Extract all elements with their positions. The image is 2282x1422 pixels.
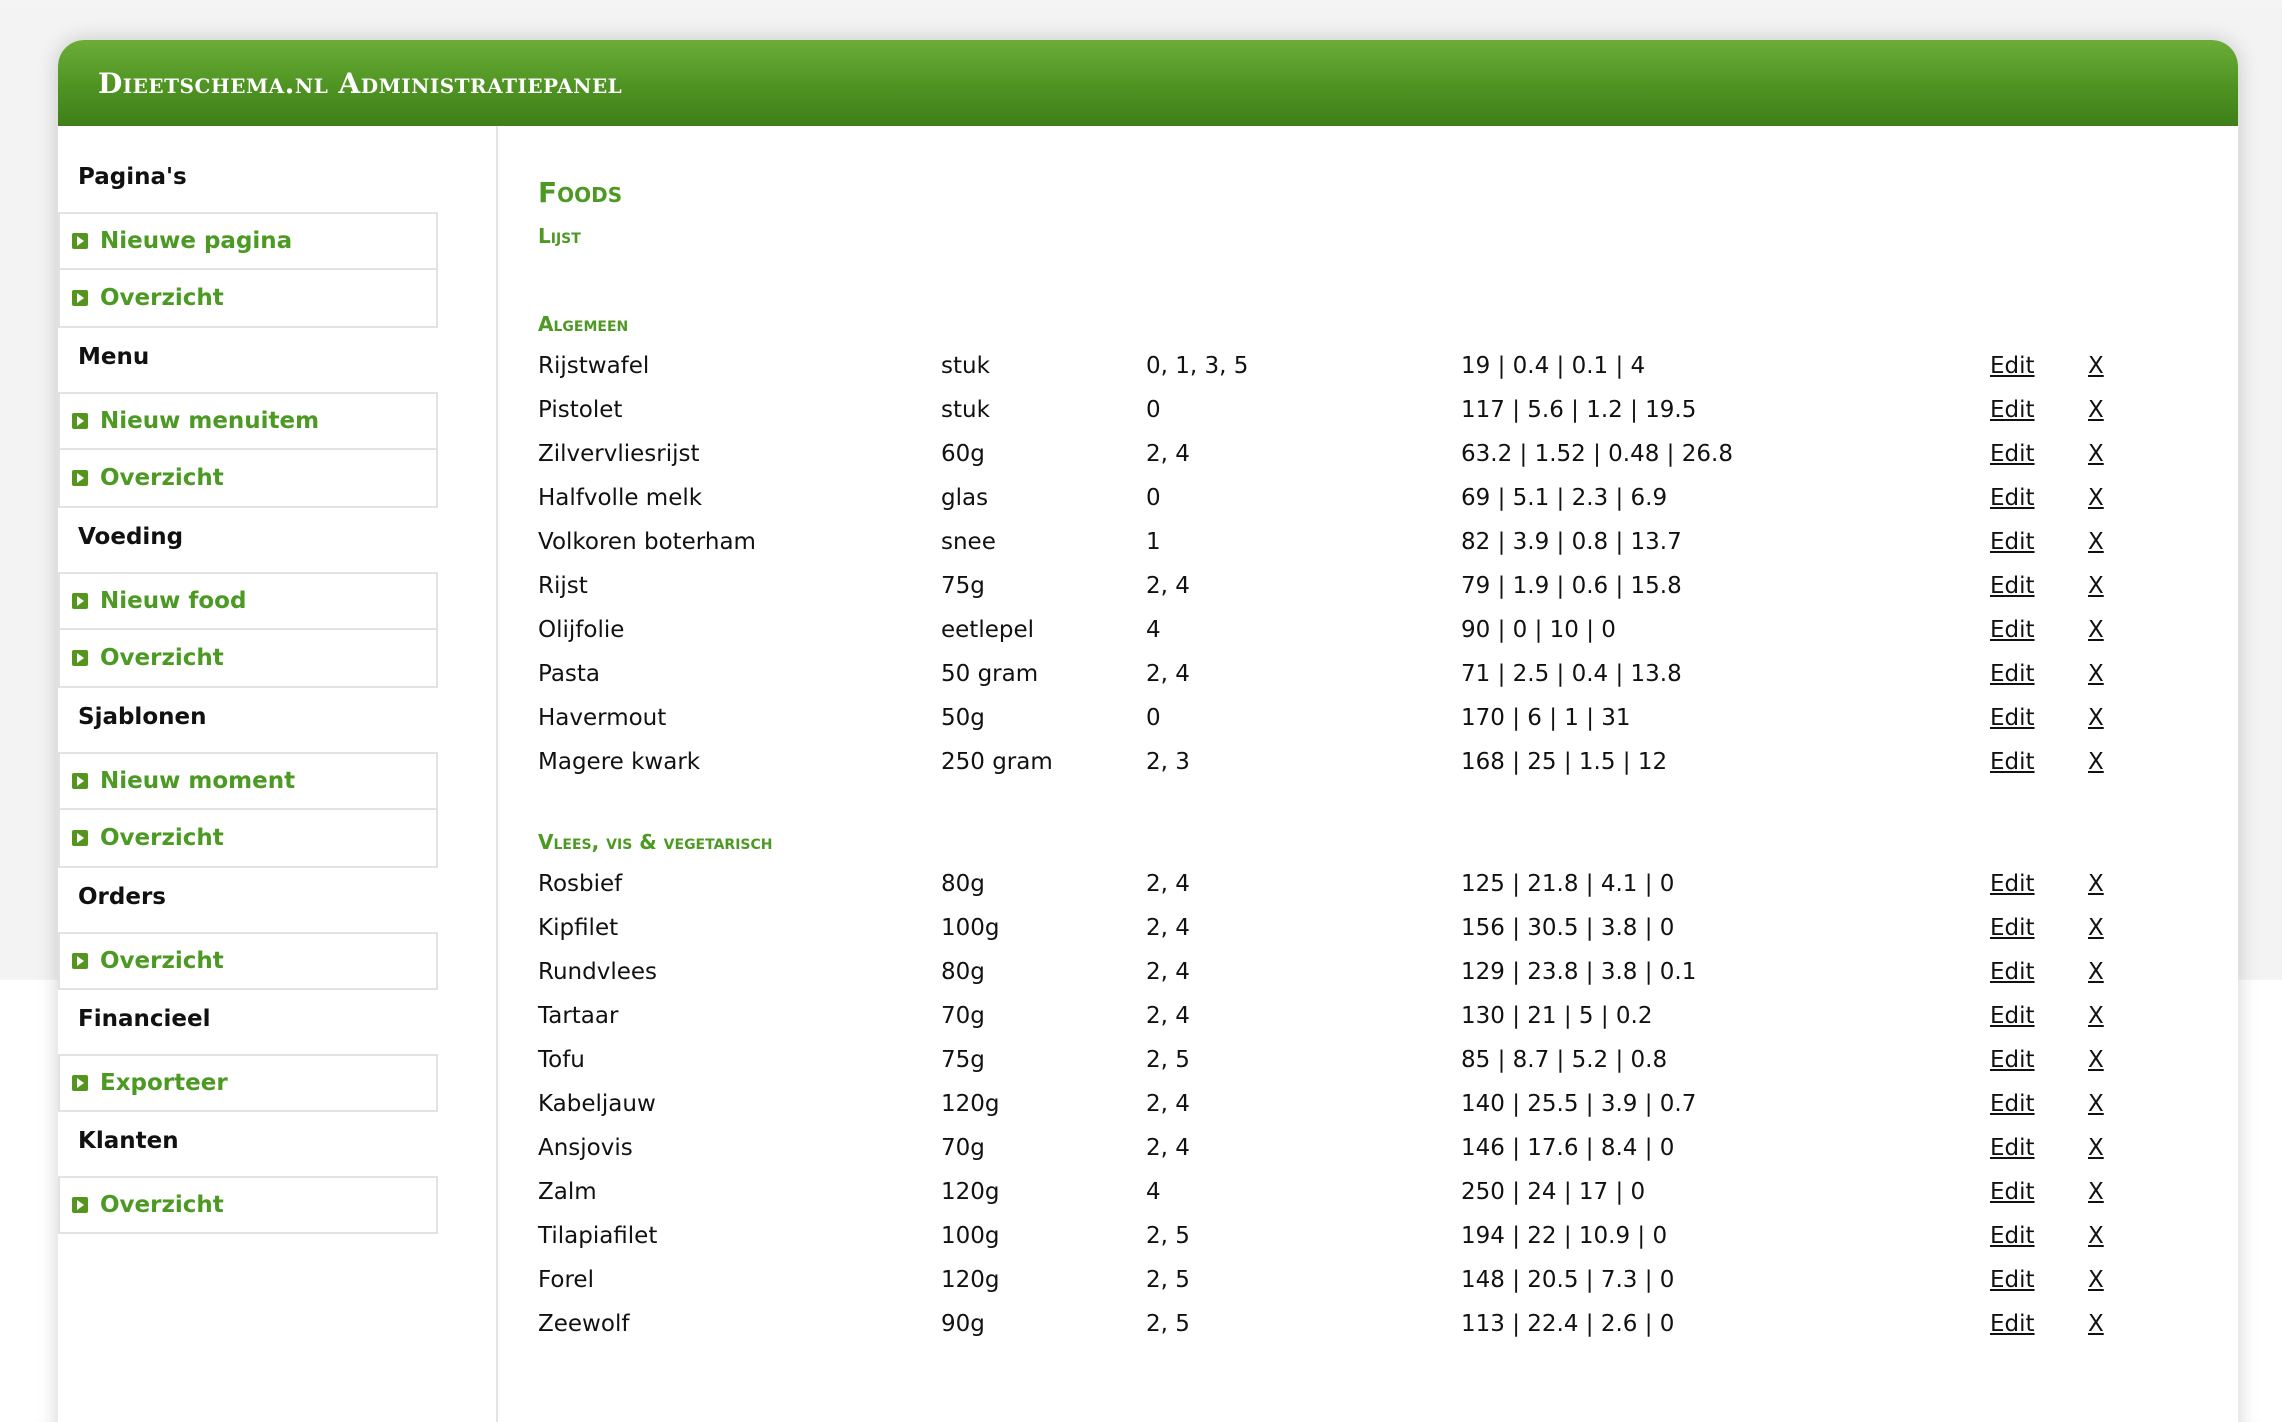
food-nutrition-values: 125 | 21.8 | 4.1 | 0: [1461, 871, 1675, 897]
table-row: [538, 1214, 2218, 1258]
food-moments: 2, 5: [1146, 1267, 1190, 1293]
delete-link[interactable]: X: [2088, 397, 2104, 423]
food-unit: 250 gram: [941, 749, 1053, 775]
play-bullet-icon: [72, 290, 88, 306]
edit-link[interactable]: Edit: [1990, 397, 2035, 423]
edit-link[interactable]: Edit: [1990, 1311, 2035, 1337]
edit-link[interactable]: Edit: [1990, 529, 2035, 555]
food-moments: 0: [1146, 485, 1161, 511]
food-unit: 75g: [941, 573, 985, 599]
food-unit: 100g: [941, 1223, 1000, 1249]
sidebar-item-label: Nieuw food: [100, 588, 247, 614]
sidebar-item-voeding-nieuw-food[interactable]: [58, 572, 438, 630]
delete-link[interactable]: X: [2088, 705, 2104, 731]
main-content: [538, 126, 2218, 1384]
edit-link[interactable]: Edit: [1990, 617, 2035, 643]
table-row: [538, 1082, 2218, 1126]
food-unit: 50g: [941, 705, 985, 731]
table-row: [538, 388, 2218, 432]
play-bullet-icon: [72, 470, 88, 486]
sidebar-item-label: Overzicht: [100, 1192, 224, 1218]
food-moments: 2, 4: [1146, 1135, 1190, 1161]
sidebar-group-sjablonen: [58, 752, 438, 868]
edit-link[interactable]: Edit: [1990, 871, 2035, 897]
food-name: Rijstwafel: [538, 353, 650, 379]
edit-link[interactable]: Edit: [1990, 661, 2035, 687]
food-unit: 80g: [941, 959, 985, 985]
food-name: Rijst: [538, 573, 588, 599]
food-name: Rosbief: [538, 871, 623, 897]
food-name: Tofu: [538, 1047, 585, 1073]
sidebar-group-klanten: [58, 1176, 438, 1234]
food-nutrition-values: 19 | 0.4 | 0.1 | 4: [1461, 353, 1646, 379]
food-nutrition-values: 168 | 25 | 1.5 | 12: [1461, 749, 1668, 775]
edit-link[interactable]: Edit: [1990, 1267, 2035, 1293]
food-moments: 4: [1146, 1179, 1161, 1205]
edit-link[interactable]: Edit: [1990, 1003, 2035, 1029]
food-name: Olijfolie: [538, 617, 625, 643]
page-subtitle: Lijst: [538, 224, 581, 248]
table-row: [538, 906, 2218, 950]
delete-link[interactable]: X: [2088, 1267, 2104, 1293]
delete-link[interactable]: X: [2088, 871, 2104, 897]
food-unit: stuk: [941, 353, 990, 379]
food-moments: 0: [1146, 397, 1161, 423]
sidebar-item-label: Nieuw menuitem: [100, 408, 320, 434]
food-moments: 2, 5: [1146, 1223, 1190, 1249]
table-row: [538, 740, 2218, 784]
food-unit: 75g: [941, 1047, 985, 1073]
spacer: [538, 264, 2218, 304]
food-name: Volkoren boterham: [538, 529, 756, 555]
food-moments: 2, 4: [1146, 915, 1190, 941]
delete-link[interactable]: X: [2088, 1047, 2104, 1073]
food-name: Halfvolle melk: [538, 485, 703, 511]
food-nutrition-values: 129 | 23.8 | 3.8 | 0.1: [1461, 959, 1697, 985]
sidebar-section-orders: Orders: [78, 884, 166, 910]
edit-link[interactable]: Edit: [1990, 1047, 2035, 1073]
food-nutrition-values: 117 | 5.6 | 1.2 | 19.5: [1461, 397, 1697, 423]
food-unit: eetlepel: [941, 617, 1034, 643]
food-moments: 2, 4: [1146, 573, 1190, 599]
food-nutrition-values: 170 | 6 | 1 | 31: [1461, 705, 1631, 731]
food-name: Pasta: [538, 661, 601, 687]
edit-link[interactable]: Edit: [1990, 573, 2035, 599]
play-bullet-icon: [72, 953, 88, 969]
table-row: [538, 432, 2218, 476]
delete-link[interactable]: X: [2088, 661, 2104, 687]
sidebar-section-klanten: Klanten: [78, 1128, 179, 1154]
play-bullet-icon: [72, 773, 88, 789]
delete-link[interactable]: X: [2088, 617, 2104, 643]
food-moments: 2, 5: [1146, 1047, 1190, 1073]
food-name: Tartaar: [538, 1003, 619, 1029]
food-name: Zilvervliesrijst: [538, 441, 700, 467]
sidebar-item-menu-overzicht[interactable]: [58, 450, 438, 508]
food-nutrition-values: 156 | 30.5 | 3.8 | 0: [1461, 915, 1675, 941]
food-unit: 120g: [941, 1267, 1000, 1293]
food-nutrition-values: 79 | 1.9 | 0.6 | 15.8: [1461, 573, 1682, 599]
edit-link[interactable]: Edit: [1990, 915, 2035, 941]
delete-link[interactable]: X: [2088, 1091, 2104, 1117]
food-nutrition-values: 140 | 25.5 | 3.9 | 0.7: [1461, 1091, 1697, 1117]
food-name: Kipfilet: [538, 915, 619, 941]
sidebar-item-label: Nieuw moment: [100, 768, 296, 794]
sidebar-item-sjablonen-nieuw-moment[interactable]: [58, 752, 438, 810]
sidebar-item-orders-overzicht[interactable]: [58, 932, 438, 990]
sidebar-item-label: Overzicht: [100, 465, 224, 491]
play-bullet-icon: [72, 1075, 88, 1091]
food-unit: glas: [941, 485, 989, 511]
food-name: Magere kwark: [538, 749, 701, 775]
sidebar-section-menu: Menu: [78, 344, 150, 370]
table-row: [538, 1038, 2218, 1082]
table-row: [538, 696, 2218, 740]
delete-link[interactable]: X: [2088, 1311, 2104, 1337]
food-moments: 2, 4: [1146, 1091, 1190, 1117]
food-moments: 1: [1146, 529, 1161, 555]
food-nutrition-values: 71 | 2.5 | 0.4 | 13.8: [1461, 661, 1682, 687]
play-bullet-icon: [72, 413, 88, 429]
food-moments: 2, 4: [1146, 661, 1190, 687]
play-bullet-icon: [72, 233, 88, 249]
food-name: Zeewolf: [538, 1311, 630, 1337]
delete-link[interactable]: X: [2088, 1223, 2104, 1249]
sidebar-section-sjablonen: Sjablonen: [78, 704, 207, 730]
sidebar-group-financieel: [58, 1054, 438, 1112]
food-moments: 4: [1146, 617, 1161, 643]
food-unit: stuk: [941, 397, 990, 423]
food-name: Pistolet: [538, 397, 623, 423]
food-nutrition-values: 113 | 22.4 | 2.6 | 0: [1461, 1311, 1675, 1337]
food-unit: 90g: [941, 1311, 985, 1337]
food-list: [538, 344, 2218, 784]
food-nutrition-values: 130 | 21 | 5 | 0.2: [1461, 1003, 1653, 1029]
sidebar-section-financieel: Financieel: [78, 1006, 211, 1032]
food-nutrition-values: 250 | 24 | 17 | 0: [1461, 1179, 1646, 1205]
sidebar-item-label: Nieuwe pagina: [100, 228, 293, 254]
table-row: [538, 520, 2218, 564]
table-row: [538, 476, 2218, 520]
top-header: [58, 40, 2238, 126]
food-nutrition-values: 148 | 20.5 | 7.3 | 0: [1461, 1267, 1675, 1293]
food-moments: 2, 4: [1146, 441, 1190, 467]
sidebar-item-label: Overzicht: [100, 948, 224, 974]
sidebar-group-menu: [58, 392, 438, 508]
edit-link[interactable]: Edit: [1990, 353, 2035, 379]
edit-link[interactable]: Edit: [1990, 1179, 2035, 1205]
food-name: Rundvlees: [538, 959, 657, 985]
table-row: [538, 652, 2218, 696]
delete-link[interactable]: X: [2088, 441, 2104, 467]
food-nutrition-values: 194 | 22 | 10.9 | 0: [1461, 1223, 1668, 1249]
sidebar-item-pagina-s-nieuwe-pagina[interactable]: [58, 212, 438, 270]
delete-link[interactable]: X: [2088, 1003, 2104, 1029]
sidebar-group-voeding: [58, 572, 438, 688]
sidebar-section-voeding: Voeding: [78, 524, 184, 550]
food-name: Zalm: [538, 1179, 597, 1205]
food-nutrition-values: 82 | 3.9 | 0.8 | 13.7: [1461, 529, 1682, 555]
edit-link[interactable]: Edit: [1990, 1135, 2035, 1161]
delete-link[interactable]: X: [2088, 573, 2104, 599]
edit-link[interactable]: Edit: [1990, 705, 2035, 731]
sidebar-section-pagina-s: Pagina's: [78, 164, 187, 190]
sidebar-item-voeding-overzicht[interactable]: [58, 630, 438, 688]
site-title: Dieetschema.nl Administratiepanel: [98, 66, 623, 100]
food-unit: 50 gram: [941, 661, 1039, 687]
food-nutrition-values: 90 | 0 | 10 | 0: [1461, 617, 1616, 643]
food-unit: 120g: [941, 1091, 1000, 1117]
food-name: Ansjovis: [538, 1135, 633, 1161]
food-name: Forel: [538, 1267, 594, 1293]
group-title-algemeen: Algemeen: [538, 312, 629, 336]
delete-link[interactable]: X: [2088, 1179, 2104, 1205]
food-nutrition-values: 69 | 5.1 | 2.3 | 6.9: [1461, 485, 1668, 511]
table-row: [538, 1302, 2218, 1346]
food-nutrition-values: 146 | 17.6 | 8.4 | 0: [1461, 1135, 1675, 1161]
table-row: [538, 1126, 2218, 1170]
food-list: [538, 862, 2218, 1346]
sidebar-group-orders: [58, 932, 438, 990]
food-moments: 0: [1146, 705, 1161, 731]
food-unit: 100g: [941, 915, 1000, 941]
admin-panel: [58, 40, 2238, 1422]
food-unit: 80g: [941, 871, 985, 897]
play-bullet-icon: [72, 830, 88, 846]
play-bullet-icon: [72, 1197, 88, 1213]
delete-link[interactable]: X: [2088, 353, 2104, 379]
food-nutrition-values: 63.2 | 1.52 | 0.48 | 26.8: [1461, 441, 1733, 467]
food-unit: 60g: [941, 441, 985, 467]
food-name: Havermout: [538, 705, 667, 731]
sidebar: [58, 126, 498, 1422]
sidebar-item-label: Overzicht: [100, 285, 224, 311]
food-unit: 70g: [941, 1003, 985, 1029]
delete-link[interactable]: X: [2088, 915, 2104, 941]
sidebar-item-label: Overzicht: [100, 645, 224, 671]
edit-link[interactable]: Edit: [1990, 1223, 2035, 1249]
table-row: [538, 344, 2218, 388]
play-bullet-icon: [72, 593, 88, 609]
food-moments: 2, 4: [1146, 1003, 1190, 1029]
delete-link[interactable]: X: [2088, 1135, 2104, 1161]
table-row: [538, 994, 2218, 1038]
food-groups: [538, 304, 2218, 1346]
sidebar-item-label: Exporteer: [100, 1070, 228, 1096]
food-unit: 120g: [941, 1179, 1000, 1205]
table-row: [538, 950, 2218, 994]
table-row: [538, 608, 2218, 652]
delete-link[interactable]: X: [2088, 485, 2104, 511]
delete-link[interactable]: X: [2088, 529, 2104, 555]
food-moments: 2, 4: [1146, 959, 1190, 985]
sidebar-item-pagina-s-overzicht[interactable]: [58, 270, 438, 328]
delete-link[interactable]: X: [2088, 959, 2104, 985]
sidebar-item-label: Overzicht: [100, 825, 224, 851]
delete-link[interactable]: X: [2088, 749, 2104, 775]
food-unit: snee: [941, 529, 996, 555]
table-row: [538, 862, 2218, 906]
group-title-vlees-vis-vegetarisch: Vlees, vis & vegetarisch: [538, 830, 773, 854]
food-moments: 2, 5: [1146, 1311, 1190, 1337]
sidebar-item-sjablonen-overzicht[interactable]: [58, 810, 438, 868]
food-name: Kabeljauw: [538, 1091, 656, 1117]
edit-link[interactable]: Edit: [1990, 485, 2035, 511]
sidebar-item-financieel-exporteer[interactable]: [58, 1054, 438, 1112]
food-moments: 0, 1, 3, 5: [1146, 353, 1249, 379]
edit-link[interactable]: Edit: [1990, 441, 2035, 467]
food-moments: 2, 4: [1146, 871, 1190, 897]
sidebar-item-klanten-overzicht[interactable]: [58, 1176, 438, 1234]
sidebar-item-menu-nieuw-menuitem[interactable]: [58, 392, 438, 450]
play-bullet-icon: [72, 650, 88, 666]
edit-link[interactable]: Edit: [1990, 1091, 2035, 1117]
edit-link[interactable]: Edit: [1990, 749, 2035, 775]
edit-link[interactable]: Edit: [1990, 959, 2035, 985]
food-unit: 70g: [941, 1135, 985, 1161]
page-title: Foods: [538, 176, 623, 209]
sidebar-group-pagina-s: [58, 212, 438, 328]
food-moments: 2, 3: [1146, 749, 1190, 775]
food-name: Tilapiafilet: [538, 1223, 658, 1249]
food-nutrition-values: 85 | 8.7 | 5.2 | 0.8: [1461, 1047, 1668, 1073]
table-row: [538, 1170, 2218, 1214]
table-row: [538, 1258, 2218, 1302]
table-row: [538, 564, 2218, 608]
